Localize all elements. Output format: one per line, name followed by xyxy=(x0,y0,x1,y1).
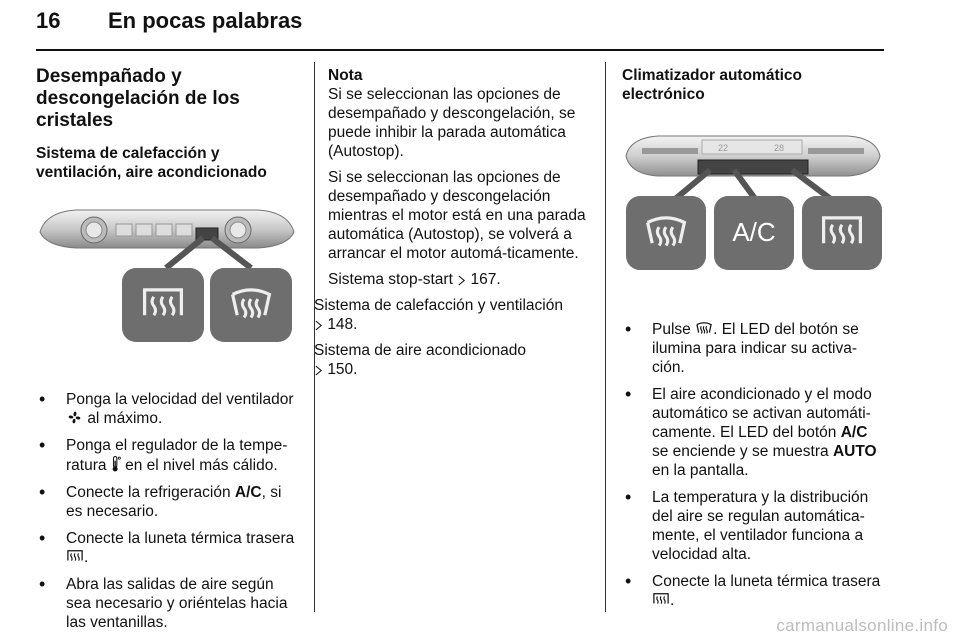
rear-defrost-icon xyxy=(66,549,84,565)
rear-defrost-icon xyxy=(652,592,670,608)
section-title: Climatizador automático electrónico xyxy=(622,67,802,103)
list-item: • Ponga el regulador de la tempe-ratura en el nivel más cálido. xyxy=(36,436,302,475)
header-divider xyxy=(36,49,884,51)
column-divider-2 xyxy=(605,62,606,612)
page-number: 16 xyxy=(36,8,61,33)
climate-control-illustration xyxy=(622,132,884,274)
page-ref-arrow-icon xyxy=(314,319,323,332)
column-1 xyxy=(36,66,302,182)
thermometer-icon xyxy=(111,455,121,473)
chapter-title: En pocas palabras xyxy=(108,8,303,33)
ac-button-label: A/C xyxy=(732,217,776,247)
section-subtitle: Sistema de calefacción y ventilación, aire acondicionado xyxy=(36,145,267,181)
list-item: • Conecte la luneta térmica trasera . xyxy=(622,572,886,610)
hvac-panel-illustration xyxy=(36,198,298,348)
windscreen-defrost-icon xyxy=(695,321,713,337)
stop-start-ref: Sistema stop-start 167. xyxy=(328,271,501,288)
fan-icon xyxy=(66,409,83,426)
column-divider-1 xyxy=(314,62,315,612)
display-right: 28 xyxy=(774,143,785,153)
ac-ref: Sistema de aire acondicionado 150. xyxy=(314,342,526,378)
column-3-bullets xyxy=(622,320,886,618)
section-title: Desempañado y descongelación de los cristales xyxy=(36,66,240,131)
page-ref-arrow-icon xyxy=(314,364,323,377)
note-title: Nota xyxy=(328,67,363,84)
note-paragraph-2: Si se seleccionan las opciones de desempañado y descongelación mientras el motor está en una parada automática (Autostop), se volverá a arrancar el motor automá-ticamente. xyxy=(328,169,586,262)
list-item: • Conecte la luneta térmica trasera . xyxy=(36,529,302,567)
note-paragraph-1: Si se seleccionan las opciones de desempañado y descongelación, se puede inhibir la parada automática (Autostop). xyxy=(328,86,576,160)
column-3 xyxy=(622,66,884,104)
heating-ref: Sistema de calefacción y ventilación 148. xyxy=(314,297,563,333)
page-ref-arrow-icon xyxy=(457,274,466,287)
list-item: • El aire acondicionado y el modo automático se activan automáti-camente. El LED del botón A/C se enciende y se muestra AUTO en la pantalla. xyxy=(622,385,886,480)
list-item: • Pulse . El LED del botón se ilumina para indicar su activa-ción. xyxy=(622,320,886,377)
column-1-bullets xyxy=(36,390,302,640)
column-2 xyxy=(314,66,596,379)
list-item: • Abra las salidas de aire según sea necesario y oriéntelas hacia las ventanillas. xyxy=(36,575,302,632)
watermark: carmanualsonline.info xyxy=(776,616,948,635)
list-item: • Conecte la refrigeración A/C, si es necesario. xyxy=(36,483,302,521)
list-item: • Ponga la velocidad del ventilador al máximo. xyxy=(36,390,302,428)
list-item: • La temperatura y la distribución del aire se regulan automática-mente, el ventilador funciona a velocidad alta. xyxy=(622,488,886,564)
display-left: 22 xyxy=(718,143,729,153)
